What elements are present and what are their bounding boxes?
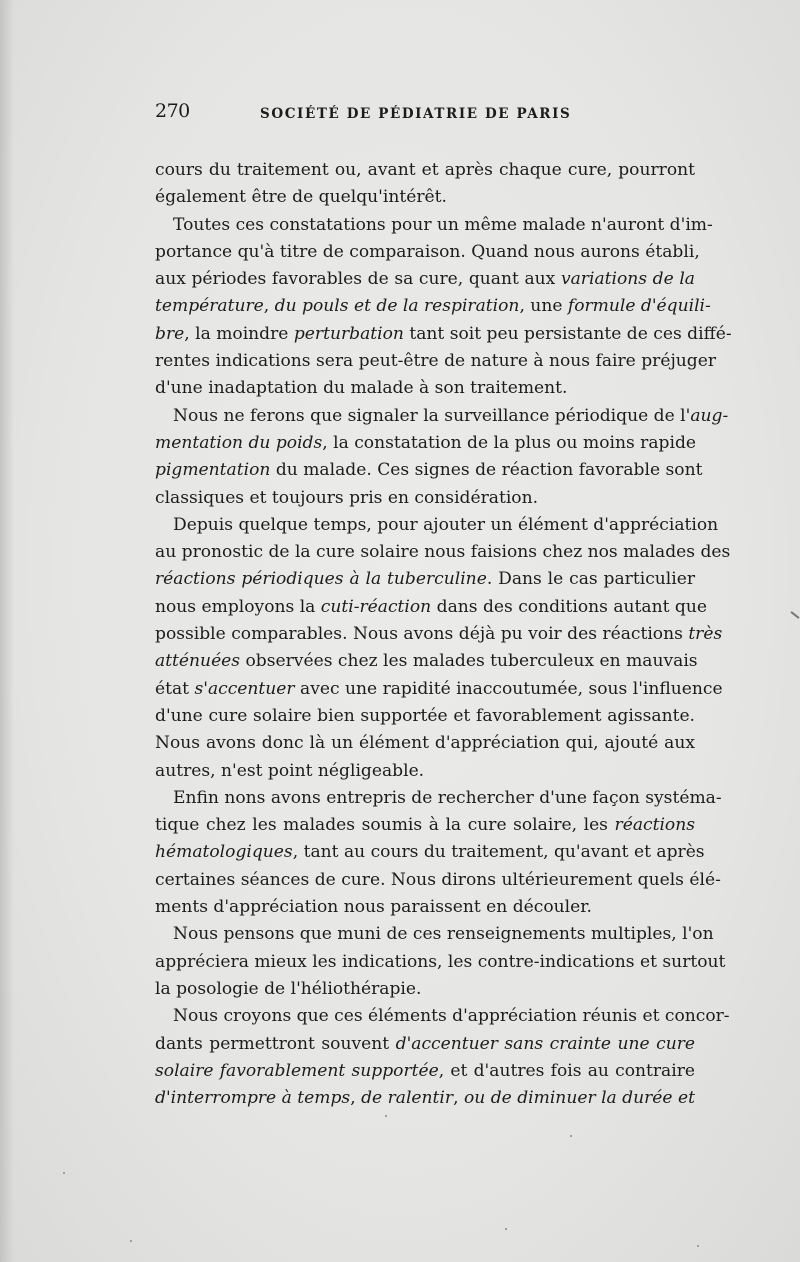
text-line xyxy=(155,758,695,785)
text-run: classiques et toujours pris en considération. xyxy=(155,487,539,508)
text-run: ments d'appréciation nous paraissent en découler. xyxy=(155,897,592,918)
italic-run: très xyxy=(688,624,723,645)
paper-speck xyxy=(570,1135,572,1137)
text-run: certaines séances de cure. Nous dirons ultérieurement quels élé- xyxy=(155,869,721,890)
text-run: tant soit peu persistante de ces diffé- xyxy=(403,323,732,344)
italic-run: perturbation xyxy=(293,323,404,344)
text-run: avec une rapidité inaccoutumée, sous l'influence xyxy=(294,678,723,699)
text-line xyxy=(155,1031,695,1058)
italic-run: d'accentuer sans crainte une cure xyxy=(395,1033,695,1054)
text-run: dants permettront souvent xyxy=(155,1033,396,1054)
italic-run: solaire favorablement supportée xyxy=(155,1060,439,1081)
text-line xyxy=(155,348,716,375)
text-run: , une xyxy=(519,296,568,317)
text-line xyxy=(155,976,695,1003)
text-line xyxy=(155,648,698,675)
italic-run: mentation du poids xyxy=(155,432,323,453)
text-run: du malade. Ces signes de réaction favorable sont xyxy=(270,460,703,481)
text-run: , tant au cours du traitement, qu'avant et après xyxy=(292,842,705,863)
text-run: , la moindre xyxy=(184,323,294,344)
paper-speck xyxy=(130,1240,132,1242)
paragraph xyxy=(155,212,732,403)
text-run: nous employons la xyxy=(155,596,321,617)
text-run: également être de quelqu'intérêt. xyxy=(155,187,447,208)
text-line xyxy=(155,1058,695,1085)
text-line xyxy=(155,485,695,512)
page-number: 270 xyxy=(155,100,190,122)
text-line xyxy=(155,184,695,211)
text-run: Nous ne ferons que signaler la surveillance périodique de l' xyxy=(173,405,691,426)
text-line xyxy=(155,266,695,293)
italic-run: formule d'équili- xyxy=(567,296,711,317)
text-line xyxy=(155,894,695,921)
text-run: . Dans le cas particulier xyxy=(486,569,695,590)
text-run: Toutes ces constatations pour un même malade n'auront d'im- xyxy=(173,214,713,235)
paragraph xyxy=(155,921,726,1003)
paper-speck xyxy=(63,1172,65,1174)
text-line xyxy=(155,566,695,593)
text-run: dans des conditions autant que xyxy=(431,596,707,617)
text-line xyxy=(155,812,695,839)
paper-speck xyxy=(505,1228,507,1230)
text-run: , xyxy=(453,1088,464,1109)
italic-run: réactions périodiques à la tuberculine xyxy=(155,569,487,590)
text-run: cours du traitement ou, avant et après chaque cure, pourront xyxy=(155,160,695,180)
italic-run: du pouls et de la respiration xyxy=(274,296,520,317)
text-line xyxy=(155,1003,730,1030)
text-line xyxy=(155,403,729,430)
text-line xyxy=(155,703,695,730)
text-run: possible comparables. Nous avons déjà pu voir des réactions xyxy=(155,624,689,645)
text-run: , xyxy=(263,296,275,317)
text-line xyxy=(155,730,695,757)
text-line xyxy=(155,239,700,266)
text-line xyxy=(155,949,726,976)
text-run: appréciera mieux les indications, les contre-indications et surtout xyxy=(155,951,726,972)
text-run: rentes indications sera peut-être de nature à nous faire préjuger xyxy=(155,351,716,372)
text-line xyxy=(155,321,732,348)
italic-run: d'interrompre à temps xyxy=(155,1088,351,1109)
text-run: , et d'autres fois au contraire xyxy=(438,1060,695,1081)
italic-run: pigmentation xyxy=(155,460,271,481)
text-line xyxy=(155,293,711,320)
text-line xyxy=(155,157,695,184)
text-line xyxy=(155,839,705,866)
paragraph xyxy=(155,512,731,785)
running-title: SOCIÉTÉ DE PÉDIATRIE DE PARIS xyxy=(260,106,572,122)
italic-run: cuti-réaction xyxy=(320,596,432,617)
paragraph xyxy=(155,785,722,921)
text-run: , la constatation de la plus ou moins rapide xyxy=(322,432,697,453)
text-line xyxy=(155,539,731,566)
paragraph xyxy=(155,1003,730,1112)
italic-run: réactions xyxy=(614,815,695,836)
text-run: Nous croyons que ces éléments d'appréciation réunis et concor- xyxy=(173,1006,730,1027)
text-line xyxy=(155,430,695,457)
text-line xyxy=(155,867,721,894)
italic-run: ou de diminuer la durée et xyxy=(463,1088,695,1109)
text-run: , xyxy=(350,1088,362,1109)
text-run: Nous avons donc là un élément d'appréciation qui, ajouté aux xyxy=(155,733,695,754)
italic-run: atténuées xyxy=(155,651,241,672)
text-run: d'une inadaptation du malade à son traitement. xyxy=(155,378,568,399)
paper-speck xyxy=(385,1115,387,1117)
text-run: Nous pensons que muni de ces renseignements multiples, l'on xyxy=(173,924,714,945)
italic-run: température xyxy=(155,296,264,317)
italic-run: bre xyxy=(155,323,185,344)
text-run: autres, n'est point négligeable. xyxy=(155,760,425,781)
text-run: Depuis quelque temps, pour ajouter un élément d'appréciation xyxy=(173,514,719,535)
text-run: au pronostic de la cure solaire nous faisions chez nos malades des xyxy=(155,542,731,563)
page-header xyxy=(155,100,695,130)
body-text xyxy=(155,157,732,1112)
text-line xyxy=(155,676,723,703)
text-run: état xyxy=(155,678,195,699)
italic-run: aug- xyxy=(690,405,729,426)
text-line xyxy=(155,1085,695,1112)
text-line xyxy=(155,375,695,402)
text-line xyxy=(155,512,719,539)
text-run: d'une cure solaire bien supportée et favorablement agissante. xyxy=(155,705,695,726)
text-run: aux périodes favorables de sa cure, quant aux xyxy=(155,269,561,290)
text-line xyxy=(155,594,707,621)
italic-run: s'accentuer xyxy=(194,678,295,699)
italic-run: hématologiques xyxy=(155,842,293,863)
italic-run: de ralentir xyxy=(361,1088,454,1109)
paragraph xyxy=(155,157,695,212)
text-line xyxy=(155,457,703,484)
text-line xyxy=(155,921,714,948)
text-run: Enfin nons avons entrepris de rechercher d'une façon systéma- xyxy=(173,787,722,808)
text-line xyxy=(155,621,723,648)
text-line xyxy=(155,785,722,812)
text-run: portance qu'à titre de comparaison. Quand nous aurons établi, xyxy=(155,241,700,262)
text-run: observées chez les malades tuberculeux en mauvais xyxy=(240,651,698,672)
text-line xyxy=(155,212,713,239)
text-run: tique chez les malades soumis à la cure solaire, les xyxy=(155,815,615,836)
scan-mark xyxy=(790,611,799,619)
italic-run: variations de la xyxy=(560,269,695,290)
paper-speck xyxy=(697,1245,699,1247)
paragraph xyxy=(155,403,729,512)
text-run: la posologie de l'héliothérapie. xyxy=(155,978,422,999)
binding-shadow xyxy=(0,0,14,1262)
